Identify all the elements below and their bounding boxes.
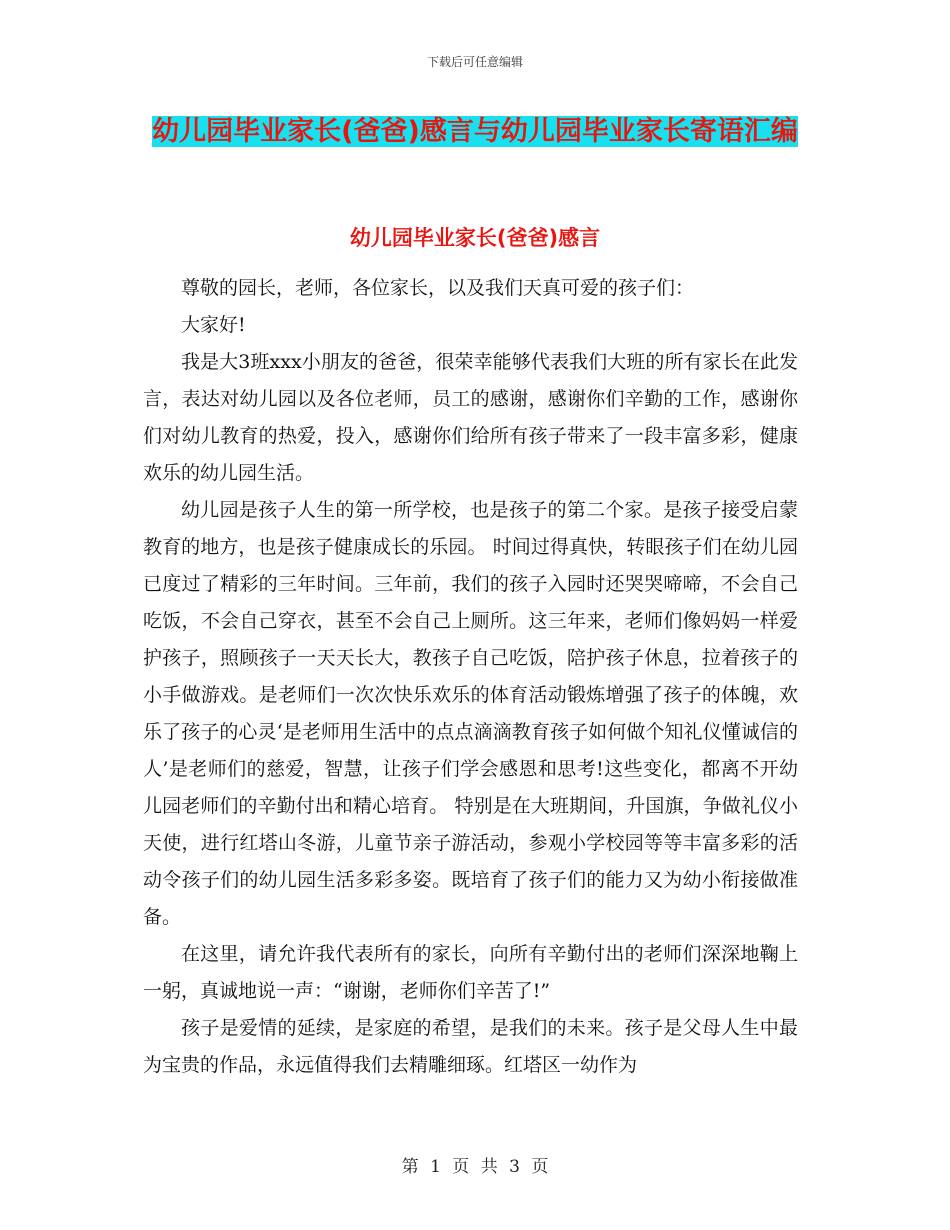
header-note: 下载后可任意编辑 xyxy=(426,55,523,69)
document-title xyxy=(140,108,810,156)
paragraph: 幼儿园是孩子人生的第一所学校，也是孩子的第二个家。是孩子接受启蒙教育的地方，也是孩子健康成长的乐园。 时间过得真快，转眼孩子们在幼儿园已度过了精彩的三年时间。三年前，我们的孩子入园时还哭哭啼啼，不会自己吃饭，不会自己穿衣，甚至不会自己上厕所。这三年来，老师们像妈妈一样爱护孩子，照顾孩子一天天长大，教孩子自己吃饭，陪护孩子休息，拉着孩子的小手做游戏。是老师们一次次快乐欢乐的体育活动锻炼增强了孩子的体魄，欢乐了孩子的心灵‘是老师用生活中的点点滴滴教育孩子如何做个知礼仪懂诚信的人’是老师们的慈爱，智慧，让孩子们学会感恩和思考!这些变化，都离不开幼儿园老师们的辛勤付出和精心培育。 特别是在大班期间，升国旗，争做礼仪小天使，进行红塔山冬游，儿童节亲子游活动，参观小学校园等等丰富多彩的活动令孩子们的幼儿园生活多彩多姿。既培育了孩子们的能力又为幼小衔接做准备。 xyxy=(143,499,798,928)
paragraph: 在这里，请允许我代表所有的家长，向所有辛勤付出的老师们深深地鞠上一躬，真诚地说一声：“谢谢，老师你们辛苦了!” xyxy=(143,943,798,1002)
document-title-text: 幼儿园毕业家长(爸爸)感言与幼儿园毕业家长寄语汇编 xyxy=(152,116,798,147)
document-body xyxy=(143,270,798,1084)
paragraph: 尊敬的园长，老师，各位家长，以及我们天真可爱的孩子们： xyxy=(181,277,695,299)
paragraph: 我是大3班xxx小朋友的爸爸，很荣幸能够代表我们大班的所有家长在此发言，表达对幼儿园以及各位老师，员工的感谢，感谢你们辛勤的工作，感谢你们对幼儿教育的热爱，投入，感谢你们给所有孩子带来了一段丰富多彩，健康欢乐的幼儿园生活。 xyxy=(143,351,798,484)
page-number: 第 1 页 共 3 页 xyxy=(401,1157,549,1177)
section-title: 幼儿园毕业家长(爸爸)感言 xyxy=(349,226,601,250)
paragraph: 孩子是爱情的延续，是家庭的希望，是我们的未来。孩子是父母人生中最为宝贵的作品，永远值得我们去精雕细琢。红塔区一幼作为 xyxy=(143,1017,798,1076)
paragraph: 大家好! xyxy=(181,314,246,336)
